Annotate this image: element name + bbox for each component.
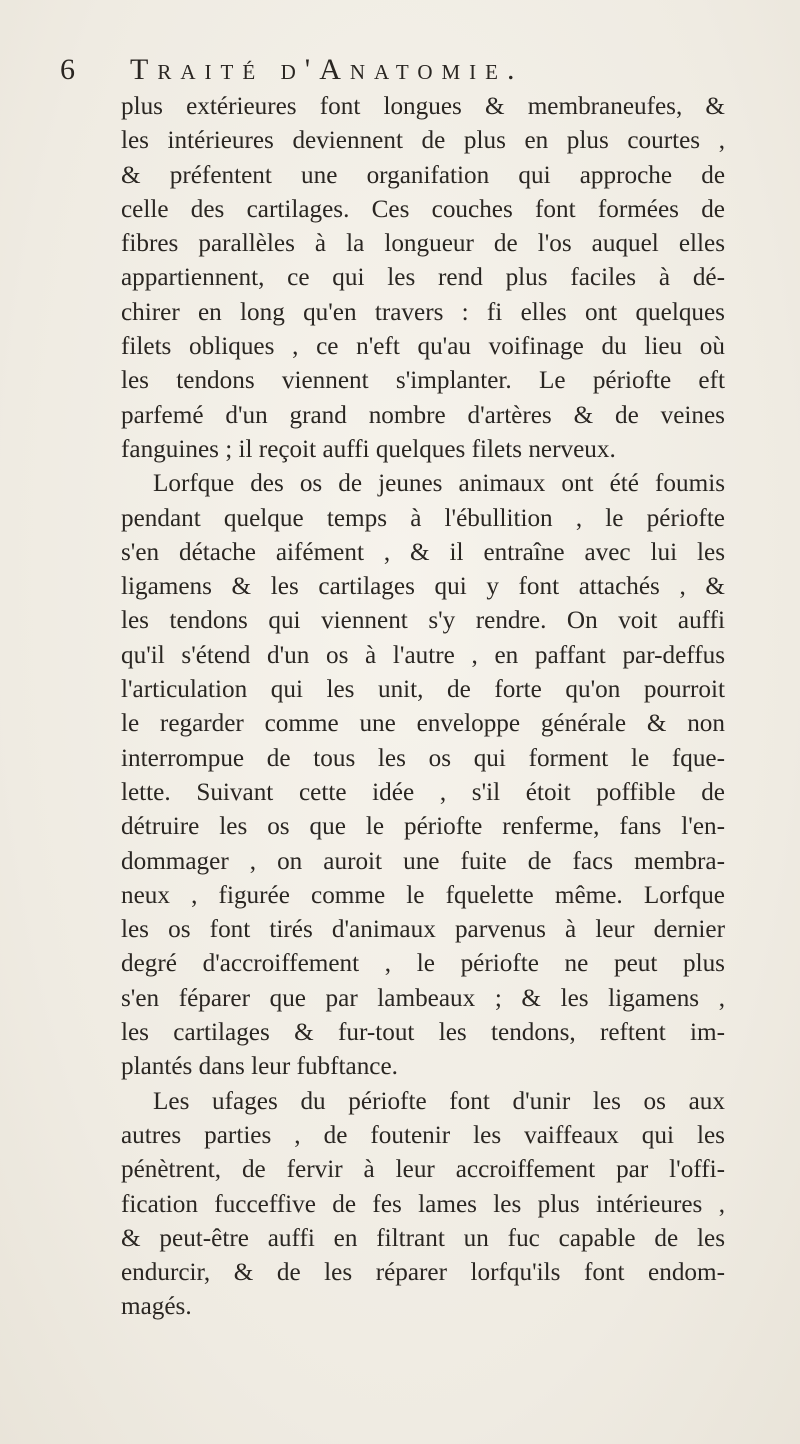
text-line: les tendons viennent s'implanter. Le périofte eft xyxy=(121,367,725,395)
text-line: les intérieures deviennent de plus en plus courtes , xyxy=(121,127,725,155)
text-line: s'en détache aifément , & il entraîne avec lui les xyxy=(121,538,725,566)
text-line: fication fucceffive de fes lames les plus intérieures , xyxy=(121,1190,725,1218)
text-line: pénètrent, de fervir à leur accroiffement par l'offi- xyxy=(121,1156,725,1184)
text-line: plus extérieures font longues & membraneufes, & xyxy=(121,93,725,120)
text-line: l'articulation qui les unit, de forte qu'on pourroit xyxy=(121,676,725,704)
text-line: ligamens & les cartilages qui y font attachés , & xyxy=(121,573,725,601)
running-title: Traité d'Anatomie. xyxy=(130,53,524,86)
text-line: parfemé d'un grand nombre d'artères & de veines xyxy=(121,401,725,429)
paragraph-start-line: Les ufages du périofte font d'unir les os aux xyxy=(153,1087,725,1115)
body-text xyxy=(121,90,725,1325)
text-line: interrompue de tous les os qui forment le fque- xyxy=(121,744,725,772)
text-line: les tendons qui viennent s'y rendre. On voit auffi xyxy=(121,607,725,635)
text-line: chirer en long qu'en travers : fi elles ont quelques xyxy=(121,298,725,326)
text-line: endurcir, & de les réparer lorfqu'ils font endom- xyxy=(121,1259,725,1287)
text-line: degré d'accroiffement , le périofte ne peut plus xyxy=(121,950,725,978)
text-line: autres parties , de foutenir les vaiffeaux qui les xyxy=(121,1121,725,1149)
text-line: plantés dans leur fubftance. xyxy=(121,1053,398,1081)
text-line: les os font tirés d'animaux parvenus à leur dernier xyxy=(121,916,725,944)
text-line: celle des cartilages. Ces couches font formées de xyxy=(121,195,725,223)
text-line: qu'il s'étend d'un os à l'autre , en paffant par-deffus xyxy=(121,641,725,669)
text-line: le regarder comme une enveloppe générale & non xyxy=(121,710,725,738)
text-line: appartiennent, ce qui les rend plus faciles à dé- xyxy=(121,264,725,292)
text-line: dommager , on auroit une fuite de facs membra- xyxy=(121,847,725,875)
text-line: lette. Suivant cette idée , s'il étoit poffible de xyxy=(121,778,725,806)
text-line: pendant quelque temps à l'ébullition , le périofte xyxy=(121,504,725,532)
text-line: & préfentent une organifation qui approche de xyxy=(121,161,725,189)
text-line: filets obliques , ce n'eft qu'au voifinage du lieu où xyxy=(121,333,725,361)
text-line: les cartilages & fur-tout les tendons, reftent im- xyxy=(121,1019,725,1047)
text-line: & peut-être auffi en filtrant un fuc capable de les xyxy=(121,1224,725,1252)
page-number: 6 xyxy=(60,53,75,86)
text-line: neux , figurée comme le fquelette même. Lorfque xyxy=(121,881,725,909)
text-line: s'en féparer que par lambeaux ; & les ligamens , xyxy=(121,984,725,1012)
text-line: détruire les os que le périofte renferme, fans l'en- xyxy=(121,813,725,841)
text-line: fanguines ; il reçoit auffi quelques filets nerveux. xyxy=(121,435,616,463)
text-line: magés. xyxy=(121,1293,192,1321)
paragraph-start-line: Lorfque des os de jeunes animaux ont été foumis xyxy=(153,470,725,498)
page-header xyxy=(60,50,760,94)
text-line: fibres parallèles à la longueur de l'os auquel elles xyxy=(121,230,725,258)
